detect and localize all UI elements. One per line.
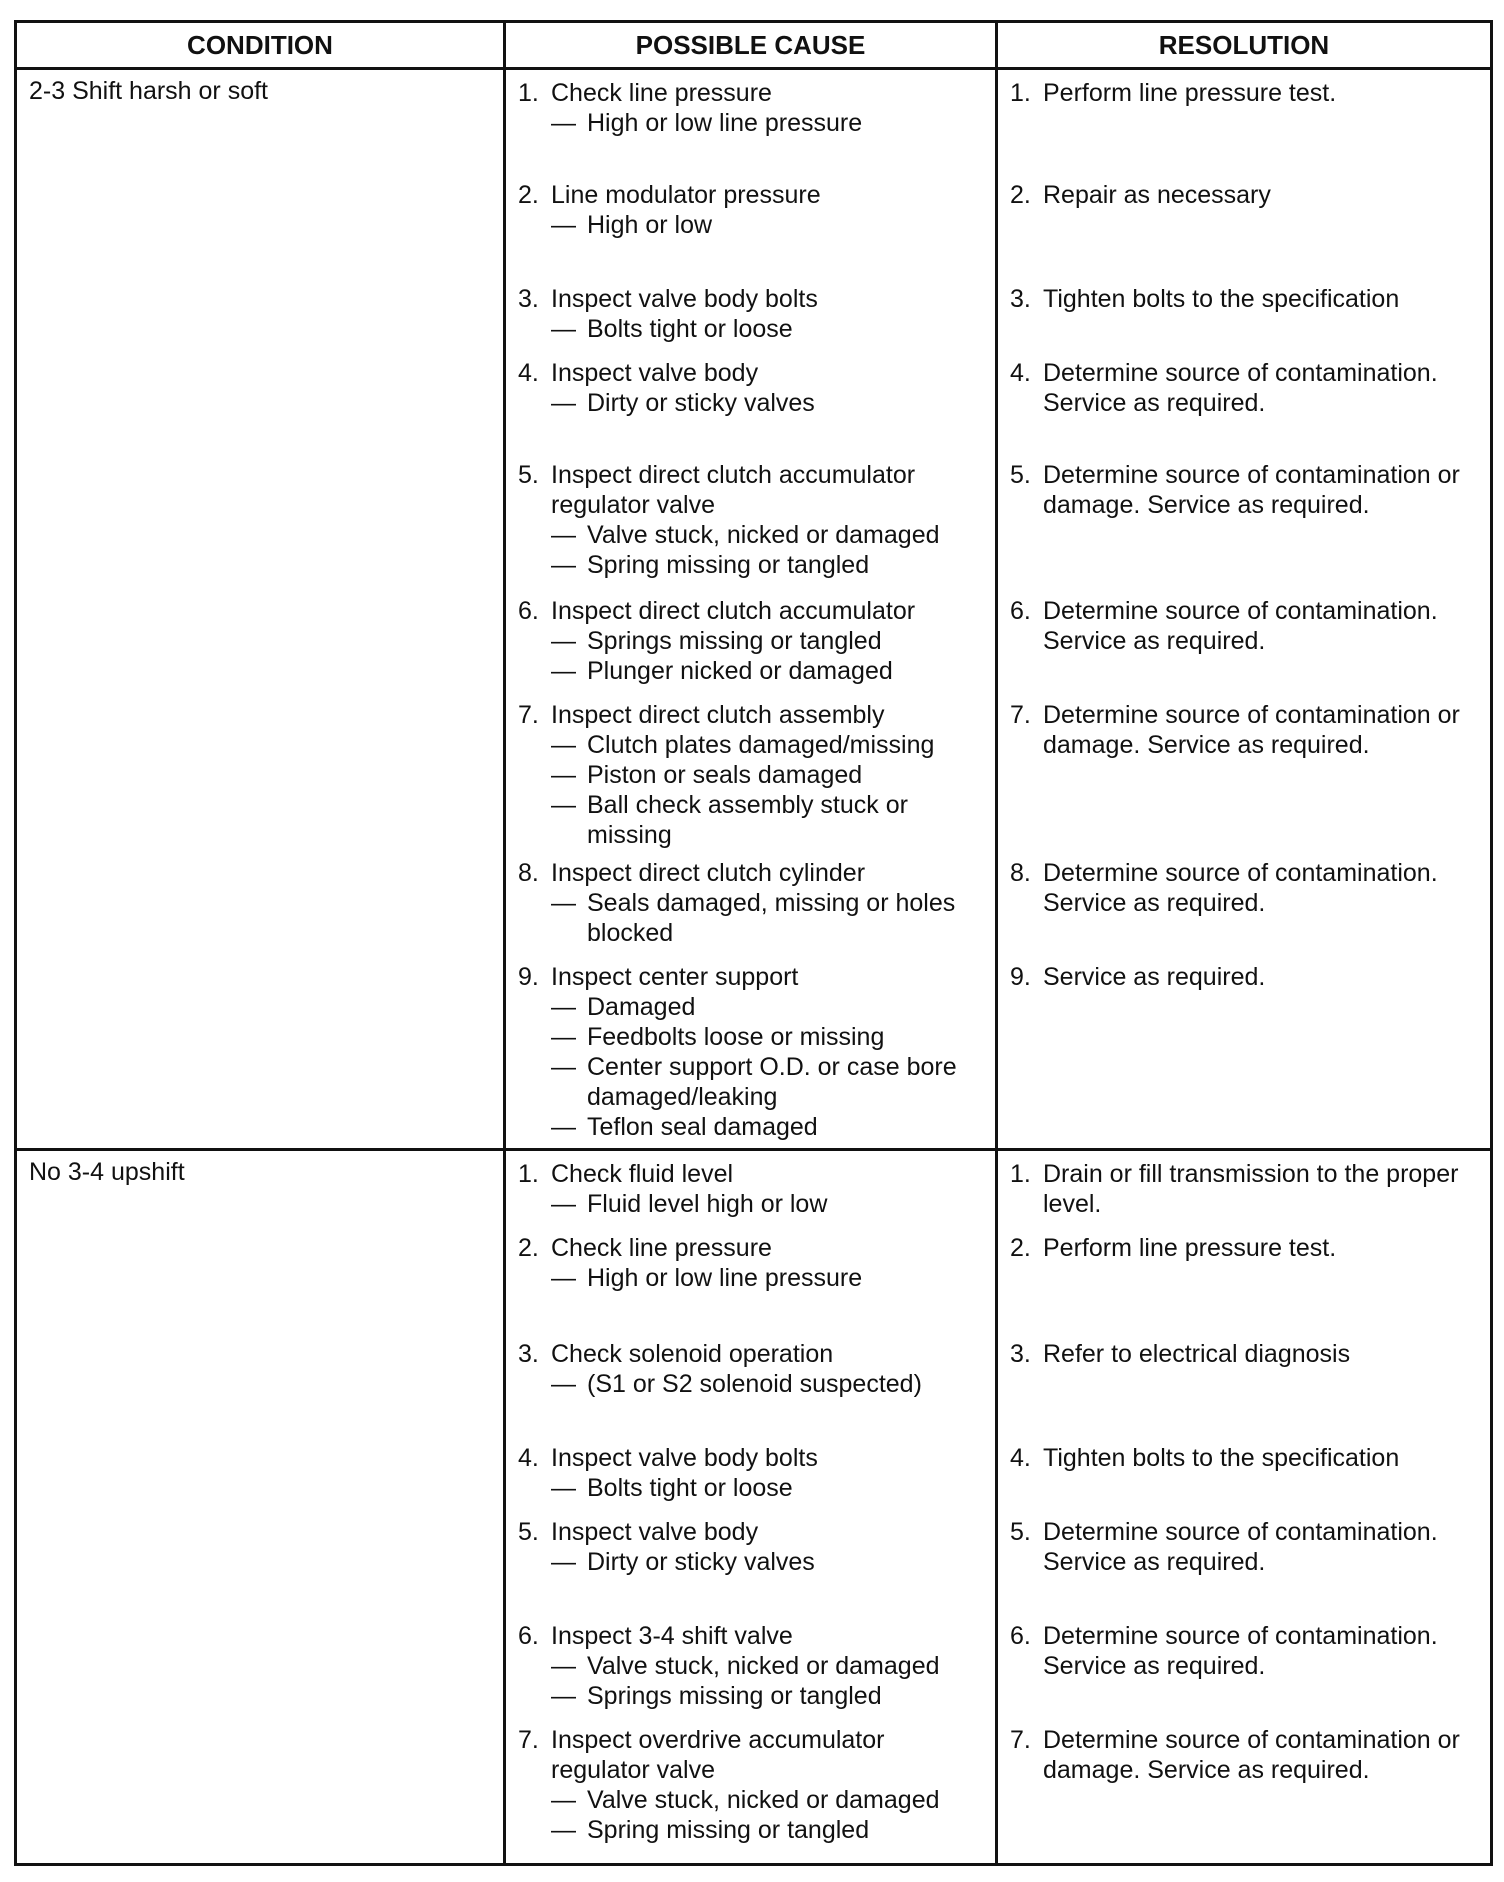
cause-subitem-text: Spring missing or tangled xyxy=(587,1816,870,1844)
cause-number: 7. xyxy=(518,701,539,729)
dash-glyph: — xyxy=(551,315,576,343)
cause-number: 1. xyxy=(518,1160,539,1188)
dash-glyph: — xyxy=(551,657,576,685)
resolution-text: Determine source of contamination. Service as required. xyxy=(1043,1622,1438,1680)
cause-number: 2. xyxy=(518,1234,539,1262)
resolution-number: 6. xyxy=(1010,1622,1031,1650)
dash-glyph: — xyxy=(551,1548,576,1576)
resolution-text: Tighten bolts to the specification xyxy=(1043,1444,1400,1472)
cause-subitem-text: Bolts tight or loose xyxy=(587,315,793,343)
dash-glyph: — xyxy=(551,627,576,655)
cause-subitem xyxy=(551,388,985,418)
resolution-text: Refer to electrical diagnosis xyxy=(1043,1340,1351,1368)
table-row xyxy=(16,69,1492,1150)
cause-subitem xyxy=(551,626,985,656)
resolution-item xyxy=(1010,596,1480,700)
cause-subitem xyxy=(551,1052,985,1112)
dash-glyph: — xyxy=(551,1682,576,1710)
resolution-item xyxy=(1010,1443,1480,1517)
cause-subitem xyxy=(551,550,985,580)
dash-glyph: — xyxy=(551,761,576,789)
cause-text: Inspect center support xyxy=(551,963,799,991)
resolution-number: 5. xyxy=(1010,1518,1031,1546)
resolution-item xyxy=(1010,1159,1480,1233)
cause-text: Inspect valve body xyxy=(551,1518,759,1546)
cause-subitem-text: Center support O.D. or case bore damaged/leaking xyxy=(587,1053,957,1111)
resolution-number: 4. xyxy=(1010,1444,1031,1472)
dash-glyph: — xyxy=(551,1474,576,1502)
cause-number: 6. xyxy=(518,597,539,625)
cause-subitem-text: Valve stuck, nicked or damaged xyxy=(587,1652,940,1680)
cause-subitem xyxy=(551,1547,985,1577)
resolution-number: 1. xyxy=(1010,1160,1031,1188)
cause-subitem xyxy=(551,1189,985,1219)
cause-item xyxy=(518,596,985,700)
resolution-item xyxy=(1010,358,1480,460)
cause-number: 9. xyxy=(518,963,539,991)
cause-item xyxy=(518,180,985,284)
cause-subitem-text: Clutch plates damaged/missing xyxy=(587,731,935,759)
cause-subitem-text: Spring missing or tangled xyxy=(587,551,870,579)
resolution-number: 9. xyxy=(1010,963,1031,991)
dash-glyph: — xyxy=(551,1652,576,1680)
condition-text: 2-3 Shift harsh or soft xyxy=(29,77,269,105)
cause-subitem-text: Teflon seal damaged xyxy=(587,1113,818,1141)
resolution-number: 7. xyxy=(1010,701,1031,729)
cause-text: Inspect direct clutch assembly xyxy=(551,701,885,729)
cause-item xyxy=(518,1517,985,1621)
resolution-number: 7. xyxy=(1010,1726,1031,1754)
cause-subitem xyxy=(551,520,985,550)
cause-subitem xyxy=(551,730,985,760)
cause-subitem-text: Springs missing or tangled xyxy=(587,627,882,655)
header-resolution: RESOLUTION xyxy=(997,22,1492,69)
cause-subitem-text: High or low xyxy=(587,211,713,239)
condition-cell xyxy=(16,1150,505,1865)
resolution-item xyxy=(1010,1621,1480,1725)
cause-number: 1. xyxy=(518,79,539,107)
cause-text: Check solenoid operation xyxy=(551,1340,834,1368)
resolution-text: Determine source of contamination. Service as required. xyxy=(1043,1518,1438,1576)
cause-item xyxy=(518,1159,985,1233)
cause-number: 8. xyxy=(518,859,539,887)
cause-subitem xyxy=(551,992,985,1022)
cause-subitem xyxy=(551,314,985,344)
cause-subitem xyxy=(551,656,985,686)
cause-item xyxy=(518,78,985,180)
resolution-number: 4. xyxy=(1010,359,1031,387)
resolution-text: Determine source of contamination. Service as required. xyxy=(1043,359,1438,417)
cause-number: 4. xyxy=(518,359,539,387)
dash-glyph: — xyxy=(551,791,576,819)
resolution-text: Determine source of contamination or damage. Service as required. xyxy=(1043,701,1460,759)
cause-item xyxy=(518,962,985,1148)
dash-glyph: — xyxy=(551,551,576,579)
cause-subitem xyxy=(551,1815,985,1845)
cause-number: 3. xyxy=(518,1340,539,1368)
resolution-item xyxy=(1010,1233,1480,1339)
cause-text: Inspect direct clutch accumulator xyxy=(551,597,916,625)
resolution-item xyxy=(1010,962,1480,1148)
cause-subitem xyxy=(551,888,985,948)
resolution-item xyxy=(1010,1517,1480,1621)
cause-subitem-text: (S1 or S2 solenoid suspected) xyxy=(587,1370,922,1398)
cause-subitem-text: Seals damaged, missing or holes blocked xyxy=(587,889,956,947)
cause-subitem xyxy=(551,1022,985,1052)
cause-subitem-text: Fluid level high or low xyxy=(587,1190,828,1218)
cause-text: Inspect valve body bolts xyxy=(551,285,818,313)
resolution-item xyxy=(1010,460,1480,596)
cause-item xyxy=(518,284,985,358)
cause-text: Inspect valve body bolts xyxy=(551,1444,818,1472)
cause-subitem-text: Ball check assembly stuck or missing xyxy=(587,791,908,849)
cause-text: Inspect direct clutch cylinder xyxy=(551,859,866,887)
cause-subitem-text: High or low line pressure xyxy=(587,1264,863,1292)
resolution-text: Repair as necessary xyxy=(1043,181,1271,209)
troubleshooting-table xyxy=(14,20,1493,1866)
cause-cell xyxy=(505,1150,997,1865)
header-row xyxy=(16,22,1492,69)
resolution-text: Perform line pressure test. xyxy=(1043,79,1337,107)
cause-subitem xyxy=(551,108,985,138)
cause-item xyxy=(518,1443,985,1517)
cause-subitem-text: Springs missing or tangled xyxy=(587,1682,882,1710)
resolution-cell xyxy=(997,69,1492,1150)
dash-glyph: — xyxy=(551,109,576,137)
resolution-text: Determine source of contamination. Service as required. xyxy=(1043,597,1438,655)
resolution-item xyxy=(1010,700,1480,858)
cause-subitem xyxy=(551,760,985,790)
condition-text: No 3-4 upshift xyxy=(29,1158,185,1186)
header-possible-cause: POSSIBLE CAUSE xyxy=(505,22,997,69)
cause-item xyxy=(518,1725,985,1863)
page xyxy=(14,20,1490,1866)
dash-glyph: — xyxy=(551,1113,576,1141)
dash-glyph: — xyxy=(551,389,576,417)
cause-text: Check line pressure xyxy=(551,79,772,107)
resolution-item xyxy=(1010,180,1480,284)
cause-subitem xyxy=(551,210,985,240)
resolution-cell xyxy=(997,1150,1492,1865)
dash-glyph: — xyxy=(551,889,576,917)
dash-glyph: — xyxy=(551,731,576,759)
cause-subitem xyxy=(551,1681,985,1711)
cause-number: 7. xyxy=(518,1726,539,1754)
cause-cell xyxy=(505,69,997,1150)
resolution-text: Determine source of contamination or damage. Service as required. xyxy=(1043,461,1460,519)
cause-number: 2. xyxy=(518,181,539,209)
cause-item xyxy=(518,358,985,460)
resolution-number: 2. xyxy=(1010,1234,1031,1262)
cause-text: Inspect valve body xyxy=(551,359,759,387)
cause-item xyxy=(518,460,985,596)
resolution-item xyxy=(1010,1339,1480,1443)
dash-glyph: — xyxy=(551,1023,576,1051)
cause-subitem xyxy=(551,790,985,850)
header-condition: CONDITION xyxy=(16,22,505,69)
dash-glyph: — xyxy=(551,1816,576,1844)
cause-number: 6. xyxy=(518,1622,539,1650)
cause-item xyxy=(518,1339,985,1443)
cause-subitem-text: Bolts tight or loose xyxy=(587,1474,793,1502)
dash-glyph: — xyxy=(551,1190,576,1218)
dash-glyph: — xyxy=(551,521,576,549)
cause-subitem-text: Feedbolts loose or missing xyxy=(587,1023,885,1051)
cause-text: Inspect direct clutch accumulator regulator valve xyxy=(551,461,916,519)
dash-glyph: — xyxy=(551,1786,576,1814)
resolution-item xyxy=(1010,284,1480,358)
cause-subitem-text: Valve stuck, nicked or damaged xyxy=(587,1786,940,1814)
resolution-text: Determine source of contamination. Service as required. xyxy=(1043,859,1438,917)
table-row xyxy=(16,1150,1492,1865)
resolution-item xyxy=(1010,858,1480,962)
cause-number: 3. xyxy=(518,285,539,313)
cause-text: Check line pressure xyxy=(551,1234,772,1262)
resolution-number: 3. xyxy=(1010,285,1031,313)
dash-glyph: — xyxy=(551,1264,576,1292)
resolution-item xyxy=(1010,1725,1480,1863)
dash-glyph: — xyxy=(551,211,576,239)
cause-number: 5. xyxy=(518,1518,539,1546)
cause-subitem-text: Damaged xyxy=(587,993,696,1021)
resolution-number: 3. xyxy=(1010,1340,1031,1368)
cause-subitem-text: Valve stuck, nicked or damaged xyxy=(587,521,940,549)
cause-item xyxy=(518,1621,985,1725)
dash-glyph: — xyxy=(551,993,576,1021)
cause-subitem-text: Dirty or sticky valves xyxy=(587,1548,815,1576)
cause-subitem xyxy=(551,1651,985,1681)
cause-subitem xyxy=(551,1785,985,1815)
dash-glyph: — xyxy=(551,1053,576,1081)
resolution-number: 1. xyxy=(1010,79,1031,107)
cause-subitem-text: Plunger nicked or damaged xyxy=(587,657,893,685)
resolution-number: 6. xyxy=(1010,597,1031,625)
resolution-number: 8. xyxy=(1010,859,1031,887)
cause-subitem xyxy=(551,1112,985,1142)
cause-number: 4. xyxy=(518,1444,539,1472)
cause-number: 5. xyxy=(518,461,539,489)
resolution-number: 2. xyxy=(1010,181,1031,209)
cause-text: Inspect overdrive accumulator regulator valve xyxy=(551,1726,885,1784)
resolution-item xyxy=(1010,78,1480,180)
resolution-text: Tighten bolts to the specification xyxy=(1043,285,1400,313)
cause-text: Check fluid level xyxy=(551,1160,734,1188)
cause-item xyxy=(518,700,985,858)
resolution-number: 5. xyxy=(1010,461,1031,489)
resolution-text: Drain or fill transmission to the proper level. xyxy=(1043,1160,1459,1218)
dash-glyph: — xyxy=(551,1370,576,1398)
cause-text: Inspect 3-4 shift valve xyxy=(551,1622,793,1650)
cause-item xyxy=(518,858,985,962)
cause-subitem-text: Dirty or sticky valves xyxy=(587,389,815,417)
cause-subitem xyxy=(551,1263,985,1293)
cause-subitem xyxy=(551,1473,985,1503)
cause-subitem-text: Piston or seals damaged xyxy=(587,761,863,789)
cause-subitem xyxy=(551,1369,985,1399)
cause-text: Line modulator pressure xyxy=(551,181,821,209)
condition-cell xyxy=(16,69,505,1150)
cause-subitem-text: High or low line pressure xyxy=(587,109,863,137)
resolution-text: Determine source of contamination or damage. Service as required. xyxy=(1043,1726,1460,1784)
cause-item xyxy=(518,1233,985,1339)
resolution-text: Service as required. xyxy=(1043,963,1266,991)
resolution-text: Perform line pressure test. xyxy=(1043,1234,1337,1262)
